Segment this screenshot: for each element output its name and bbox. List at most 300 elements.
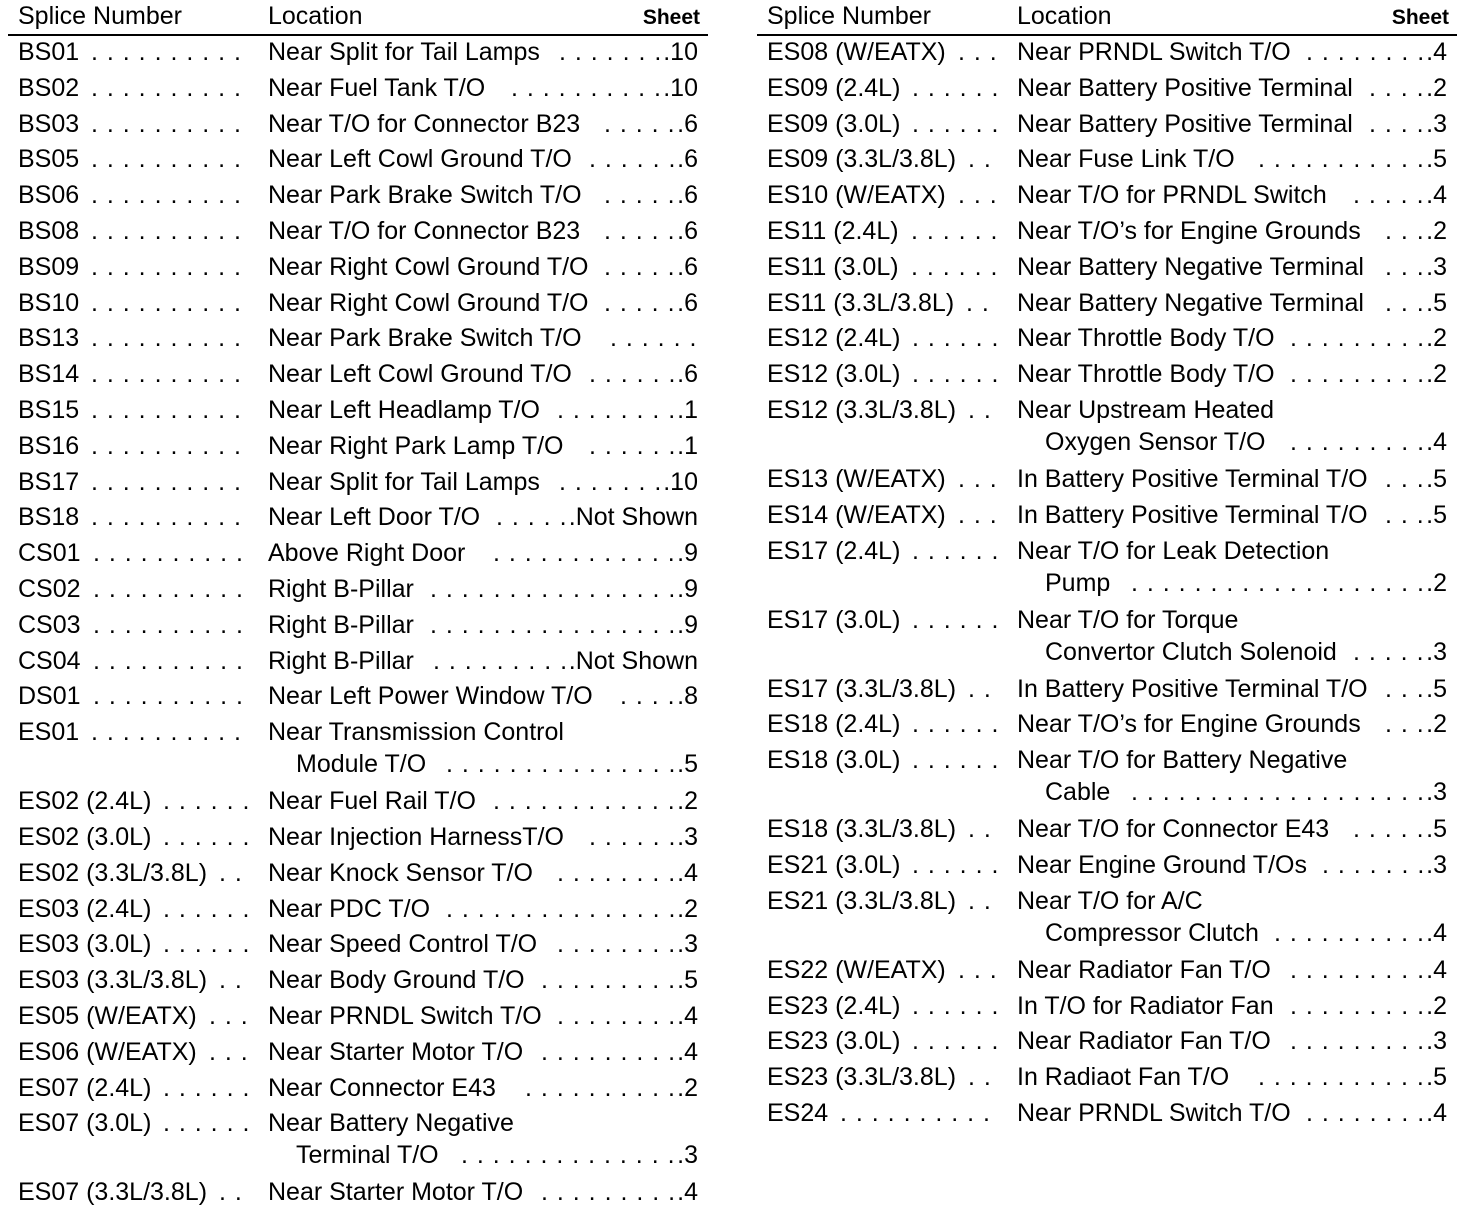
leader-dots: . . . . . . . . . . <box>93 682 244 711</box>
splice-number: ES03 (2.4L) <box>18 894 152 923</box>
leader-dots: . . . . . . . . <box>557 930 677 959</box>
leader-dots: . . . . . . . . . . . <box>1258 1063 1425 1092</box>
sheet-number: .1 <box>677 395 698 424</box>
splice-row <box>8 893 708 929</box>
leader-dots: . . . <box>1385 464 1425 493</box>
splice-row <box>757 885 1457 954</box>
splice-number: ES01 <box>18 718 80 747</box>
leader-dots: . . . . . . . . . . <box>93 646 244 675</box>
splice-number: ES11 (3.3L/3.8L) <box>767 288 955 317</box>
splice-location: Near Park Brake Switch T/O <box>268 324 582 353</box>
splice-location: Near Right Park Lamp T/O <box>268 431 564 460</box>
splice-number: ES18 (3.0L) <box>767 746 901 775</box>
splice-number: BS16 <box>18 431 80 460</box>
table-header <box>8 0 708 36</box>
sheet-number: .2 <box>677 787 698 816</box>
sheet-number: .4 <box>677 1037 698 1066</box>
splice-row <box>8 716 708 785</box>
splice-location: Near Transmission Control <box>268 718 564 747</box>
leader-dots: . . . . . . . . . . <box>93 610 244 639</box>
leader-dots: . . . . . . . . . . . . . . <box>461 1141 676 1170</box>
splice-location: Near Injection HarnessT/O <box>268 822 564 851</box>
leader-dots: . . . . . . . . . . . . . . . . . . . <box>1131 568 1425 597</box>
header-location: Location <box>268 2 363 30</box>
splice-location: Near Throttle Body T/O <box>1017 324 1275 353</box>
leader-dots: . . . . . . . . <box>557 858 677 887</box>
splice-number: CS04 <box>18 646 81 675</box>
splice-row <box>757 499 1457 535</box>
splice-number: ES09 (3.0L) <box>767 109 901 138</box>
header-location: Location <box>1017 2 1112 30</box>
leader-dots: . . . . . . . . . . . . . . . <box>446 750 677 779</box>
leader-dots: . . . . . . <box>912 73 1000 102</box>
leader-dots: . . . . . . <box>912 710 1000 739</box>
splice-location: Near Left Power Window T/O <box>268 682 593 711</box>
leader-dots: . . . . . . . . . . <box>91 360 242 389</box>
sheet-number: .3 <box>677 822 698 851</box>
splice-number: ES07 (3.3L/3.8L) <box>18 1178 208 1207</box>
splice-number: DS01 <box>18 682 81 711</box>
leader-dots: . . . . . <box>1353 637 1425 666</box>
sheet-number: .10 <box>663 38 698 66</box>
splice-row <box>8 358 708 394</box>
splice-number: ES03 (3.0L) <box>18 930 152 959</box>
splice-location: Near T/O for Connector E43 <box>1017 815 1330 844</box>
splice-number: ES17 (3.0L) <box>767 605 901 634</box>
leader-dots: . . . . . . . . . <box>1290 955 1426 984</box>
leader-dots: . . <box>968 145 992 174</box>
splice-location: Near T/O’s for Engine Grounds <box>1017 710 1361 739</box>
leader-dots: . . . . . . <box>589 360 677 389</box>
splice-number: ES17 (3.3L/3.8L) <box>767 674 957 703</box>
sheet-number: .5 <box>1426 464 1447 493</box>
leader-dots: . . . . . . <box>911 216 999 245</box>
splice-location-continued: Pump <box>1045 568 1111 597</box>
splice-location: Near Body Ground T/O <box>268 966 525 995</box>
sheet-number: .6 <box>677 252 698 281</box>
sheet-number: .4 <box>1426 181 1447 210</box>
splice-number: ES03 (3.3L/3.8L) <box>18 966 208 995</box>
sheet-number: .3 <box>1426 109 1447 138</box>
splice-location: Near Knock Sensor T/O <box>268 858 533 887</box>
leader-dots: . . . . . . . . . . <box>525 1073 676 1102</box>
splice-row <box>8 466 708 502</box>
splice-location: Near T/O for Leak Detection <box>1017 536 1330 565</box>
splice-number: BS05 <box>18 145 80 174</box>
leader-dots: . . . . . . <box>912 1027 1000 1056</box>
sheet-number: .3 <box>1426 778 1447 807</box>
splice-number: ES21 (3.0L) <box>767 850 901 879</box>
leader-dots: . . . . . . . . . . <box>91 503 242 532</box>
splice-row <box>8 322 708 358</box>
splice-location: Near Engine Ground T/Os <box>1017 850 1307 879</box>
splice-location: Near T/O for Battery Negative <box>1017 746 1348 775</box>
leader-dots: . . . . . . <box>589 822 677 851</box>
splice-row <box>8 537 708 573</box>
splice-row <box>757 849 1457 885</box>
leader-dots: . . . . . . <box>911 252 999 281</box>
leader-dots: . . . . . . . . . . <box>91 324 242 353</box>
leader-dots: . . . . . . <box>589 145 677 174</box>
splice-number: ES13 (W/EATX) <box>767 464 946 493</box>
header-sheet: Sheet <box>642 6 700 29</box>
sheet-number: .6 <box>677 145 698 174</box>
splice-row <box>757 1097 1457 1133</box>
sheet-number: .5 <box>1426 674 1447 703</box>
splice-location: Near Radiator Fan T/O <box>1017 1027 1271 1056</box>
sheet-number: .5 <box>677 750 698 779</box>
leader-dots: . . . . <box>1369 109 1425 138</box>
sheet-number: .3 <box>1426 850 1447 879</box>
splice-number: BS02 <box>18 73 80 102</box>
leader-dots: . . . . . . <box>912 850 1000 879</box>
sheet-number: .5 <box>1426 500 1447 529</box>
splice-location-continued: Compressor Clutch <box>1045 918 1259 947</box>
splice-row <box>8 645 708 681</box>
splice-location: Near Left Headlamp T/O <box>268 395 540 424</box>
leader-dots: . . . . . . <box>912 324 1000 353</box>
leader-dots: . . . . . <box>604 109 676 138</box>
left-column <box>8 0 708 1212</box>
splice-number: ES17 (2.4L) <box>767 536 901 565</box>
sheet-number: .6 <box>677 109 698 138</box>
leader-dots: . . . . <box>620 682 676 711</box>
splice-number: ES05 (W/EATX) <box>18 1001 197 1030</box>
splice-location: Near Left Cowl Ground T/O <box>268 145 572 174</box>
splice-number: ES22 (W/EATX) <box>767 955 946 984</box>
splice-location: Near T/O for A/C <box>1017 886 1203 915</box>
splice-row <box>757 358 1457 394</box>
leader-dots: . . . . . . . <box>559 38 663 66</box>
splice-location: Near Battery Positive Terminal <box>1017 73 1353 102</box>
splice-row <box>8 1000 708 1036</box>
splice-row <box>8 501 708 537</box>
leader-dots: . . . . . . . . <box>557 1001 677 1030</box>
leader-dots: . . <box>968 395 992 424</box>
sheet-number: .1 <box>677 431 698 460</box>
splice-number: BS10 <box>18 288 80 317</box>
sheet-number: .5 <box>1426 145 1447 174</box>
splice-row <box>757 1025 1457 1061</box>
leader-dots: . . . . . . . . . . <box>511 73 662 102</box>
leader-dots: . . . . . . . . . . <box>91 431 242 460</box>
leader-dots: . . . . . . . . . . <box>91 288 242 317</box>
leader-dots: . . . . . . . . . <box>1290 360 1426 389</box>
sheet-number: .6 <box>677 360 698 389</box>
splice-number: ES23 (2.4L) <box>767 991 901 1020</box>
leader-dots: . . . . . <box>604 288 676 317</box>
sheet-number: .2 <box>1426 73 1447 102</box>
sheet-number: .6 <box>677 288 698 317</box>
leader-dots: . . <box>968 674 992 703</box>
sheet-number: .3 <box>1426 637 1447 666</box>
leader-dots: . . . . . . . . <box>1306 38 1426 66</box>
splice-location-continued: Terminal T/O <box>296 1141 439 1170</box>
splice-number: ES12 (2.4L) <box>767 324 901 353</box>
splice-number: BS14 <box>18 360 80 389</box>
splice-location: In Battery Positive Terminal T/O <box>1017 464 1368 493</box>
splice-number: ES18 (3.3L/3.8L) <box>767 815 957 844</box>
splice-number: BS06 <box>18 181 80 210</box>
splice-list-right <box>757 36 1457 1133</box>
splice-location: Near T/O for Connector B23 <box>268 109 581 138</box>
splice-row <box>8 785 708 821</box>
splice-row <box>8 36 708 72</box>
header-splice-number: Splice Number <box>18 2 182 30</box>
splice-number: ES06 (W/EATX) <box>18 1037 197 1066</box>
splice-location: Near Speed Control T/O <box>268 930 538 959</box>
splice-location: Near Battery Positive Terminal <box>1017 109 1353 138</box>
leader-dots: . . . . . . . . . . . . <box>493 539 676 568</box>
splice-row <box>757 463 1457 499</box>
splice-number: ES09 (2.4L) <box>767 73 901 102</box>
splice-location: Near Throttle Body T/O <box>1017 360 1275 389</box>
leader-dots: . . . . . . . . . . <box>91 718 242 747</box>
sheet-number: .4 <box>1426 427 1447 456</box>
leader-dots: . . . <box>1385 500 1425 529</box>
splice-location: Near T/O for PRNDL Switch <box>1017 181 1327 210</box>
splice-location: Right B-Pillar <box>268 610 414 639</box>
leader-dots: . . . . . . . . . . <box>1274 918 1425 947</box>
leader-dots: . . . . . . . . . <box>1290 427 1426 456</box>
splice-location-continued: Module T/O <box>296 750 427 779</box>
splice-row <box>757 1061 1457 1097</box>
splice-location: In Radiaot Fan T/O <box>1017 1063 1230 1092</box>
leader-dots: . . . <box>1385 710 1425 739</box>
leader-dots: . . <box>219 858 243 887</box>
leader-dots: . . . . . . <box>912 109 1000 138</box>
leader-dots: . . . <box>1385 252 1425 281</box>
leader-dots: . . . . . . . . . . . . . . . . <box>430 574 677 603</box>
splice-location: Near PRNDL Switch T/O <box>1017 38 1291 66</box>
splice-number: ES24 <box>767 1098 829 1127</box>
splice-row <box>8 857 708 893</box>
splice-number: CS02 <box>18 574 81 603</box>
leader-dots: . . . <box>1385 288 1425 317</box>
leader-dots: . . . . . . <box>163 822 251 851</box>
splice-number: ES12 (3.3L/3.8L) <box>767 395 957 424</box>
leader-dots: . . . <box>209 1037 249 1066</box>
splice-row <box>757 394 1457 463</box>
splice-location: Near T/O’s for Engine Grounds <box>1017 216 1361 245</box>
sheet-number: .6 <box>677 181 698 210</box>
leader-dots: . . . . . . . . . <box>541 1178 677 1207</box>
splice-row <box>8 394 708 430</box>
sheet-number: .5 <box>1426 1063 1447 1092</box>
splice-row <box>757 604 1457 673</box>
leader-dots: . . . . . . . . . <box>1290 324 1426 353</box>
splice-location: Near Fuel Rail T/O <box>268 787 476 816</box>
splice-location: Near Radiator Fan T/O <box>1017 955 1271 984</box>
leader-dots: . . . . . . . . . <box>433 646 569 675</box>
leader-dots: . . . . . . . . . . . . . . . <box>446 894 677 923</box>
splice-row <box>757 108 1457 144</box>
leader-dots: . . . . . . <box>912 605 1000 634</box>
splice-location: In Battery Positive Terminal T/O <box>1017 674 1368 703</box>
sheet-number: .4 <box>1426 1098 1447 1127</box>
splice-number: BS18 <box>18 503 80 532</box>
splice-location: Near Fuel Tank T/O <box>268 73 486 102</box>
leader-dots: . . . . . . . . . . <box>840 1098 991 1127</box>
splice-row <box>8 143 708 179</box>
splice-number: ES21 (3.3L/3.8L) <box>767 886 957 915</box>
splice-number: ES11 (3.0L) <box>767 252 899 281</box>
splice-number: BS13 <box>18 324 80 353</box>
splice-location: Near PDC T/O <box>268 894 431 923</box>
sheet-number: .9 <box>677 539 698 568</box>
sheet-number: .9 <box>677 610 698 639</box>
splice-location: Near Left Door T/O <box>268 503 481 532</box>
splice-location: In T/O for Radiator Fan <box>1017 991 1274 1020</box>
leader-dots: . . . . . . <box>163 787 251 816</box>
leader-dots: . . . . . <box>604 216 676 245</box>
leader-dots: . . . . . . . . . . <box>93 574 244 603</box>
sheet-number: .5 <box>1426 288 1447 317</box>
splice-location: Near Park Brake Switch T/O <box>268 181 582 210</box>
leader-dots: . . . . . . . . . . <box>91 252 242 281</box>
splice-location: Near T/O for Connector B23 <box>268 216 581 245</box>
splice-row <box>8 430 708 466</box>
splice-number: BS09 <box>18 252 80 281</box>
splice-row <box>8 1036 708 1072</box>
sheet-number: .3 <box>1426 252 1447 281</box>
leader-dots: . . . . . . . . . . <box>91 145 242 174</box>
splice-row <box>8 251 708 287</box>
splice-number: BS15 <box>18 395 80 424</box>
splice-number: CS03 <box>18 610 81 639</box>
sheet-number: .Not Shown <box>568 503 698 532</box>
splice-row <box>8 680 708 716</box>
splice-row <box>757 179 1457 215</box>
splice-row <box>757 322 1457 358</box>
leader-dots: . . . . . . . . . <box>1290 1027 1426 1056</box>
leader-dots: . . . . . . . . . . <box>93 539 244 568</box>
splice-number: ES11 (2.4L) <box>767 216 899 245</box>
leader-dots: . . . . . . <box>912 991 1000 1020</box>
splice-number: ES23 (3.3L/3.8L) <box>767 1063 957 1092</box>
splice-row <box>8 609 708 645</box>
splice-row <box>757 72 1457 108</box>
sheet-number: .6 <box>677 216 698 245</box>
leader-dots: . . . . . . . . . . <box>91 467 242 496</box>
sheet-number: .10 <box>663 467 698 496</box>
leader-dots: . . . . . . <box>163 930 251 959</box>
sheet-number: .9 <box>677 574 698 603</box>
sheet-number: .3 <box>677 930 698 959</box>
splice-number: ES07 (3.0L) <box>18 1109 152 1138</box>
splice-row <box>757 143 1457 179</box>
sheet-number: .3 <box>677 1141 698 1170</box>
leader-dots: . . . <box>209 1001 249 1030</box>
sheet-number: .Not Shown <box>568 646 698 675</box>
splice-row <box>757 954 1457 990</box>
leader-dots: . . . . . . . . . <box>541 966 677 995</box>
leader-dots: . . . . . . . . . . . . <box>493 787 676 816</box>
sheet-number: .2 <box>1426 324 1447 353</box>
leader-dots: . . . . . . <box>163 1109 251 1138</box>
leader-dots: . . . <box>958 500 998 529</box>
splice-location: Above Right Door <box>268 539 466 568</box>
right-column <box>757 0 1457 1133</box>
splice-row <box>757 708 1457 744</box>
splice-location: Near T/O for Torque <box>1017 605 1239 634</box>
splice-number: ES14 (W/EATX) <box>767 500 946 529</box>
leader-dots: . . . <box>958 955 998 984</box>
leader-dots: . . <box>219 1178 243 1207</box>
splice-location: Near Left Cowl Ground T/O <box>268 360 572 389</box>
leader-dots: . . . . . . . . . <box>1290 991 1426 1020</box>
leader-dots: . . . . . . <box>163 894 251 923</box>
leader-dots: . . . . . . <box>610 324 698 353</box>
splice-location: Near Right Cowl Ground T/O <box>268 252 589 281</box>
sheet-number: .2 <box>1426 360 1447 389</box>
splice-row <box>757 535 1457 604</box>
splice-row <box>8 287 708 323</box>
splice-number: ES02 (3.0L) <box>18 822 152 851</box>
sheet-number: .5 <box>1426 815 1447 844</box>
leader-dots: . . . . . . <box>589 431 677 460</box>
leader-dots: . . <box>968 886 992 915</box>
leader-dots: . . <box>968 815 992 844</box>
sheet-number: .3 <box>1426 1027 1447 1056</box>
leader-dots: . . . . . . <box>912 360 1000 389</box>
splice-row <box>8 1072 708 1108</box>
header-splice-number: Splice Number <box>767 2 931 30</box>
leader-dots: . . . . . . . . . . <box>91 181 242 210</box>
splice-row <box>757 990 1457 1026</box>
leader-dots: . . . . . . . <box>559 467 663 496</box>
sheet-number: .10 <box>663 73 698 102</box>
splice-row <box>757 36 1457 72</box>
splice-number: ES12 (3.0L) <box>767 360 901 389</box>
splice-row <box>8 1176 708 1212</box>
splice-number: BS17 <box>18 467 80 496</box>
sheet-number: .4 <box>1426 918 1447 947</box>
sheet-number: .4 <box>677 1178 698 1207</box>
splice-location: Near Battery Negative <box>268 1109 514 1138</box>
splice-location: Right B-Pillar <box>268 574 414 603</box>
splice-row <box>8 72 708 108</box>
leader-dots: . . . <box>958 38 998 66</box>
splice-location: Near Split for Tail Lamps <box>268 467 540 496</box>
sheet-number: .8 <box>677 682 698 711</box>
splice-location-continued: Convertor Clutch Solenoid <box>1045 637 1337 666</box>
splice-row <box>757 744 1457 813</box>
sheet-number: .4 <box>677 1001 698 1030</box>
splice-row <box>8 573 708 609</box>
sheet-number: .2 <box>677 1073 698 1102</box>
splice-location: Near PRNDL Switch T/O <box>268 1001 542 1030</box>
table-header <box>757 0 1457 36</box>
splice-number: ES07 (2.4L) <box>18 1073 152 1102</box>
leader-dots: . . . . . <box>496 503 568 532</box>
splice-number: ES18 (2.4L) <box>767 710 901 739</box>
splice-number: BS03 <box>18 109 80 138</box>
leader-dots: . . . . . . . . . . <box>91 38 242 66</box>
leader-dots: . . . . . . <box>163 1073 251 1102</box>
leader-dots: . . . . <box>1369 73 1425 102</box>
leader-dots: . . . . . <box>1353 815 1425 844</box>
splice-row <box>8 928 708 964</box>
splice-list-left <box>8 36 708 1212</box>
sheet-number: .4 <box>1426 38 1447 66</box>
splice-row <box>8 179 708 215</box>
splice-row <box>8 821 708 857</box>
splice-location: Near Right Cowl Ground T/O <box>268 288 589 317</box>
splice-number: ES02 (3.3L/3.8L) <box>18 858 208 887</box>
leader-dots: . . . . . <box>1353 181 1425 210</box>
splice-number: ES02 (2.4L) <box>18 787 152 816</box>
